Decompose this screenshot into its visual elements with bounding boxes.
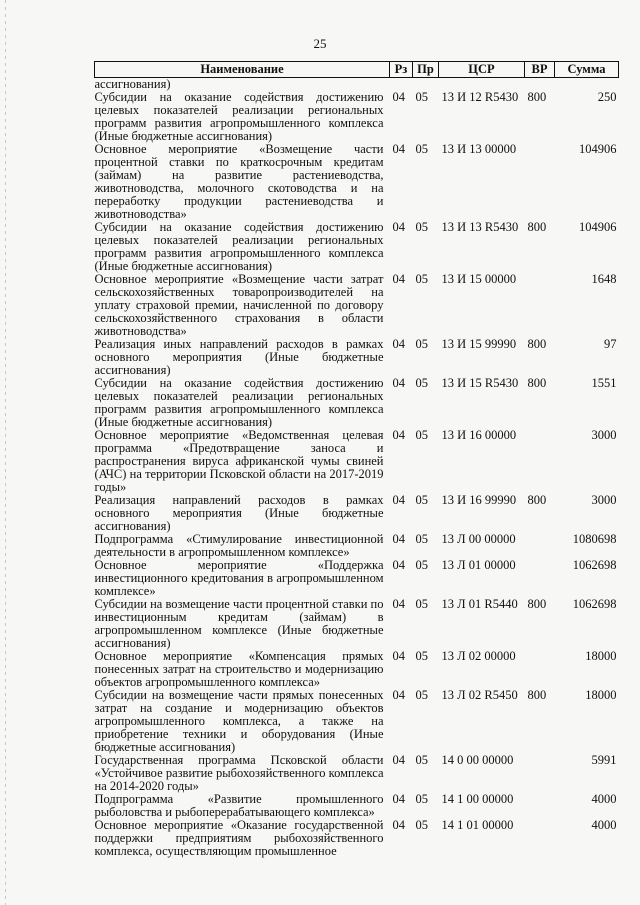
vr-cell: 800 [527, 597, 547, 611]
pr-cell: 05 [415, 337, 428, 351]
vr-cell [525, 78, 555, 92]
sum-cell: 1080698 [572, 532, 617, 546]
csr-cell: 13 И 16 00000 [441, 428, 517, 442]
csr-cell: 13 И 16 99990 [441, 493, 517, 507]
sum-cell [555, 78, 619, 92]
sum-cell: 1648 [591, 272, 617, 286]
name-cell: Подпрограмма «Стимулирование инвестиционной деятельности в агропромышленном комплексе» [94, 532, 384, 559]
header-name: Наименование [95, 62, 390, 78]
pr-cell: 05 [415, 558, 428, 572]
name-cell: Реализация направлений расходов в рамках основного мероприятия (Иные бюджетные ассигнования) [94, 493, 384, 533]
csr-cell: 13 И 12 R5430 [441, 90, 519, 104]
header-pr: Пр [413, 62, 439, 78]
vr-cell [525, 429, 555, 494]
header-csr: ЦСР [439, 62, 525, 78]
sum-cell: 18000 [585, 649, 617, 663]
header-vr: ВР [525, 62, 555, 78]
table-row [95, 819, 619, 858]
vr-cell [525, 533, 555, 559]
vr-cell: 800 [527, 220, 547, 234]
table-row [95, 559, 619, 598]
name-cell: ассигнования) [94, 77, 171, 91]
sum-cell: 1062698 [572, 558, 617, 572]
table-row [95, 221, 619, 273]
pr-cell: 05 [415, 649, 428, 663]
table-row [95, 273, 619, 338]
vr-cell [525, 754, 555, 793]
vr-cell [525, 793, 555, 819]
vr-cell [525, 559, 555, 598]
pr-cell: 05 [415, 376, 428, 390]
name-cell: Основное мероприятие «Оказание государственной поддержки предприятиям рыбохозяйственного комплекса, осуществляющим промышленное [94, 818, 384, 858]
scan-edge-line [5, 0, 6, 905]
table-row [95, 338, 619, 377]
page-number: 25 [313, 36, 327, 51]
rz-cell: 04 [392, 558, 405, 572]
name-cell: Основное мероприятие «Ведомственная целевая программа «Предотвращение заноса и распространения вируса африканской чумы свиней (АЧС) на территории Псковской области на 2017-2019 годы» [94, 428, 384, 494]
pr-cell: 05 [415, 818, 428, 832]
table-row [95, 650, 619, 689]
table-row [95, 533, 619, 559]
csr-cell: 13 И 15 00000 [441, 272, 517, 286]
table-row [95, 377, 619, 429]
table-row [95, 754, 619, 793]
csr-cell: 13 И 15 99990 [441, 337, 517, 351]
rz-cell: 04 [392, 90, 405, 104]
rz-cell: 04 [392, 220, 405, 234]
rz-cell: 04 [392, 337, 405, 351]
pr-cell: 05 [415, 493, 428, 507]
pr-cell: 05 [415, 792, 428, 806]
csr-cell: 13 Л 02 00000 [441, 649, 516, 663]
name-cell: Подпрограмма «Развитие промышленного рыболовства и рыбоперерабатывающего комплекса» [94, 792, 384, 819]
rz-cell: 04 [392, 818, 405, 832]
table-row [95, 793, 619, 819]
csr-cell: 13 И 13 R5430 [441, 220, 519, 234]
vr-cell: 800 [527, 376, 547, 390]
table-row [95, 429, 619, 494]
vr-cell [525, 143, 555, 221]
vr-cell [525, 819, 555, 858]
csr-cell: 13 Л 02 R5450 [441, 688, 518, 702]
name-cell: Основное мероприятие «Возмещение части процентной ставки по краткосрочным кредитам (займам) на развитие растениеводства, животноводства, молочного скотоводства и на переработку продукции растениеводства и животноводства» [94, 142, 384, 221]
sum-cell: 250 [597, 90, 617, 104]
rz-cell: 04 [392, 753, 405, 767]
table-row [95, 494, 619, 533]
pr-cell: 05 [415, 688, 428, 702]
pr-cell: 05 [415, 220, 428, 234]
rz-cell: 04 [392, 493, 405, 507]
vr-cell: 800 [527, 337, 547, 351]
rz-cell: 04 [392, 688, 405, 702]
rz-cell: 04 [392, 792, 405, 806]
sum-cell: 4000 [591, 818, 617, 832]
name-cell: Субсидии на оказание содействия достижению целевых показателей реализации региональных программ развития агропромышленного комплекса (Иные бюджетные ассигнования) [94, 90, 384, 143]
vr-cell: 800 [527, 493, 547, 507]
name-cell: Субсидии на возмещение части процентной ставки по инвестиционным кредитам (займам) в агропромышленном комплексе (Иные бюджетные ассигнования) [94, 597, 384, 650]
table-row [95, 78, 619, 92]
sum-cell: 18000 [585, 688, 617, 702]
sum-cell: 4000 [591, 792, 617, 806]
table-row [95, 598, 619, 650]
pr-cell: 05 [415, 90, 428, 104]
rz-cell: 04 [392, 649, 405, 663]
name-cell: Основное мероприятие «Возмещение части затрат сельскохозяйственных товаропроизводителей на уплату страховой премии, начисленной по договору сельскохозяйственного страхования в области животноводства» [94, 272, 384, 338]
vr-cell [525, 273, 555, 338]
csr-cell: 13 И 15 R5430 [441, 376, 519, 390]
rz-cell: 04 [392, 272, 405, 286]
pr-cell [413, 78, 439, 92]
sum-cell: 1551 [591, 376, 617, 390]
name-cell: Субсидии на оказание содействия достижению целевых показателей реализации региональных программ развития агропромышленного комплекса (Иные бюджетные ассигнования) [94, 376, 384, 429]
rz-cell: 04 [392, 428, 405, 442]
rz-cell: 04 [392, 597, 405, 611]
rz-cell [390, 78, 413, 92]
csr-cell: 13 Л 01 R5440 [441, 597, 518, 611]
pr-cell: 05 [415, 532, 428, 546]
pr-cell: 05 [415, 597, 428, 611]
name-cell: Реализация иных направлений расходов в рамках основного мероприятия (Иные бюджетные ассигнования) [94, 337, 384, 377]
csr-cell: 13 И 13 00000 [441, 142, 517, 156]
table-row [95, 689, 619, 754]
name-cell: Субсидии на возмещение части прямых понесенных затрат на создание и модернизацию объектов агропромышленного комплекса, а также на приобретение техники и оборудования (Иные бюджетные ассигнования) [94, 688, 384, 754]
pr-cell: 05 [415, 753, 428, 767]
sum-cell: 3000 [591, 493, 617, 507]
sum-cell: 5991 [591, 753, 617, 767]
table-row [95, 143, 619, 221]
vr-cell: 800 [527, 90, 547, 104]
name-cell: Основное мероприятие «Компенсация прямых понесенных затрат на строительство и модернизацию объектов агропромышленного комплекса» [94, 649, 384, 689]
csr-cell: 14 0 00 00000 [441, 753, 514, 767]
csr-cell: 13 Л 01 00000 [441, 558, 516, 572]
sum-cell: 3000 [591, 428, 617, 442]
vr-cell [525, 650, 555, 689]
table-body [95, 78, 619, 859]
pr-cell: 05 [415, 142, 428, 156]
table-row [95, 91, 619, 143]
header-rz: Рз [390, 62, 413, 78]
rz-cell: 04 [392, 376, 405, 390]
rz-cell: 04 [392, 532, 405, 546]
table-header-row [95, 62, 619, 78]
vr-cell: 800 [527, 688, 547, 702]
header-sum: Сумма [555, 62, 619, 78]
pr-cell: 05 [415, 272, 428, 286]
csr-cell: 14 1 00 00000 [441, 792, 514, 806]
budget-table [94, 61, 619, 858]
pr-cell: 05 [415, 428, 428, 442]
csr-cell: 14 1 01 00000 [441, 818, 514, 832]
sum-cell: 104906 [579, 142, 617, 156]
name-cell: Субсидии на оказание содействия достижению целевых показателей реализации региональных программ развития агропромышленного комплекса (Иные бюджетные ассигнования) [94, 220, 384, 273]
sum-cell: 1062698 [572, 597, 617, 611]
budget-table-container [94, 61, 618, 858]
name-cell: Государственная программа Псковской области «Устойчивое развитие рыбохозяйственного комплекса на 2014-2020 годы» [94, 753, 384, 793]
rz-cell: 04 [392, 142, 405, 156]
sum-cell: 97 [604, 337, 617, 351]
name-cell: Основное мероприятие «Поддержка инвестиционного кредитования в агропромышленном комплексе» [94, 558, 384, 598]
csr-cell: 13 Л 00 00000 [441, 532, 516, 546]
sum-cell: 104906 [579, 220, 617, 234]
csr-cell [439, 78, 525, 92]
